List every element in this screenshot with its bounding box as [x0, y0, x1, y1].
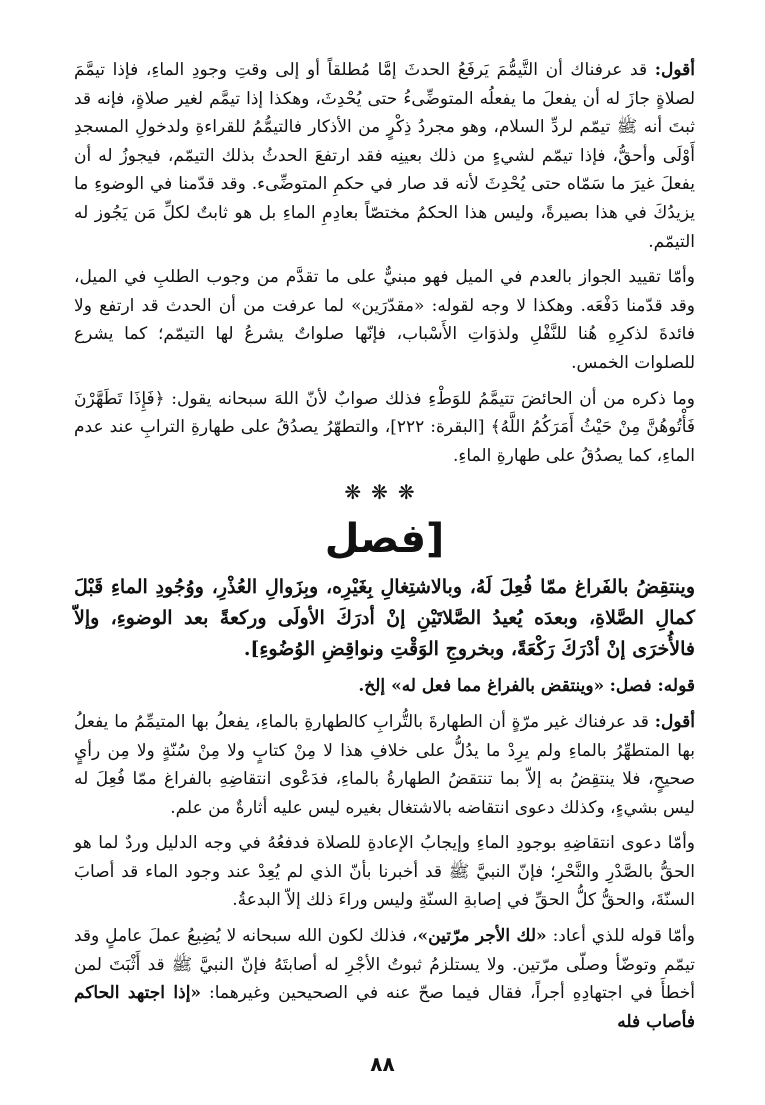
qawluh-line: [74, 672, 695, 701]
hadith-quote: «إذا اجتهد الحاكم فأصاب فله: [74, 983, 695, 1032]
matn-text: وينتقِضُ بالفَراغ ممّا فُعِلَ لَهُ، وبالاشتِغالِ بِغَيْرِه، وبِزَوالِ العُذْرِ، ووُجُودِ الماءِ قَبْلَ كمالِ الصَّلاةِ، وبعدَه يُعيدُ الصَّلاتَيْنِ إنْ أدرَكَ الأولَى وركعةً بعد الوضوءِ، وإلاّ فالأُخرَى إنْ أدْرَكَ رَكْعَةً، وبخروجِ الوَقْتِ ونواقِضِ الوُضُوءِ].: [74, 576, 695, 661]
qawluh-quote: «وينتقض بالفراغ مما فعل له» إلخ.: [358, 676, 605, 697]
section-separator: ❋❋❋: [344, 480, 425, 505]
paragraph-2: [74, 263, 695, 377]
paragraph-5: [74, 829, 695, 915]
paragraph-lead: أقول:: [654, 60, 696, 80]
paragraph-lead: أقول:: [654, 711, 695, 732]
hadith-quote: «لك الأجر مرّتين»: [417, 926, 547, 947]
paragraph-text: قد عرفناك أن التَّيمُّمَ يَرفَعُ الحدثَ إمَّا مُطلقاً أو إلى وقتِ وجودِ الماءِ، فإذا تيمَّمَ لصلاةٍ جازَ له أن يفعلَ ما يفعلُه المتوضِّىءُ حتى يُحْدِثَ، وهكذا إذا تيمَّم لغير صلاةٍ، فإنه قد ثبتَ أنه ﷺ تيمّم لردِّ السلام، وهو مجردُ ذِكْرٍ من الأذكار فالتيمُّمُ للقراءةِ ولدخولِ المسجدِ أَوْلَى وأحقُّ، فإذا تيمّم لشيءٍ من ذلك بعينِه فقد ارتفعَ الحدثُ بذلك التيمّم، فيجوزُ له أن يفعلَ غيرَ ما سَمّاه حتى يُحْدِثَ لأنه قد صار في حكمِ المتوضِّىء. وقد قدّمنا في الوضوءِ ما يزيدُكَ في هذا بصيرةً، وليس هذا الحكمُ مختصّاً بعادِمِ الماءِ بل هو ثابتٌ لكلِّ مَن يَجُوز له التيمّم.: [74, 60, 695, 252]
paragraph-text: وأمّا قوله للذي أعاد:: [546, 926, 695, 947]
page-number: ٨٨: [370, 1052, 395, 1076]
paragraph-text: وأمّا تقييد الجواز بالعدم في الميل فهو مبنيٌّ على ما تقدَّم من وجوب الطلبِ في الميل، وقد قدّمنا دَفْعَه. وهكذا لا وجه لقوله: «مقدّرَين» لما عرفت من أن الحدث قد ارتفع ولا فائدةَ لذكرِهِ هُنا للنَّفْلِ ولذوَاتِ الأَسْباب، فإنّها صلواتٌ يشرعُ لها التيمّم؛ كما يشرع للصلوات الخمس.: [74, 267, 695, 373]
section-heading: [فصل: [324, 516, 445, 563]
paragraph-aqul-2: [74, 708, 695, 822]
paragraph-text: وما ذكره من أن الحائضَ تتيمَّمُ للوَطْءِ فذلك صوابٌ لأنّ اللهَ سبحانه يقول: ﴿فَإِذَا تَطَهَّرْنَ فَأْتُوهُنَّ مِنْ حَيْثُ أَمَرَكُمُ اللَّهُ﴾ [البقرة: ٢٢٢]، والتطهّرُ يصدُقُ على طهارةِ الترابِ عند عدم الماءِ، كما يصدُقُ على طهارةِ الماءِ.: [74, 388, 696, 466]
paragraph-text: وأمّا دعوى انتقاضِهِ بوجودِ الماءِ وإيجابُ الإعادةِ للصلاة فدفعُهُ في وجه الدليل وردٌ لما هو الحقُّ بالصَّدْرِ والنَّحْرِ؛ فإنّ النبيَّ ﷺ قد أخبرنا بأنّ الذي لم يُعِدْ عند وجود الماء قد أصابَ السنّةَ، والحقُّ كلُّ الحقِّ في إصابةِ السنّةِ وليس وراءَ ذلك إلاّ البدعةُ.: [74, 833, 695, 911]
paragraph-3: [74, 385, 695, 471]
paragraph-text: ، فذلك لكون الله سبحانه لا يُضِيعُ عملَ عاملٍ وقد تيمّم وتوضّأ وصلّى مرّتين. ولا يستلزمُ ثبوتُ الأجْرِ له أصابتَهُ فإنّ النبيَّ ﷺ قد أَثْبَتَ لمن أخطأَ في اجتهادِهِ أجراً، فقال فيما صحّ عنه في الصحيحين وغيرهما:: [74, 926, 695, 1004]
qawluh-lead: قوله: فصل:: [609, 676, 695, 697]
paragraph-6: [74, 922, 695, 1036]
paragraph-aqul-1: [74, 56, 695, 256]
paragraph-text: قد عرفناك غير مرّةٍ أن الطهارةَ بالتُّرابِ كالطهارةِ بالماءِ، يفعلُ بها المتيمِّمُ ما يفعلُ بها المتطهِّرُ بالماءِ ولم يرِدْ ما يدُلُّ على خلافِ هذا لا مِنْ كتابٍ ولا مِنْ سُنّةٍ ولا مِن رأيٍ صحيحٍ، فلا ينتقِضُ به إلاّ بما تنتقضُ الطهارةُ بالماءِ، فدَعْوى انتقاضِهِ بالفراغ ممّا فُعِلَ له ليس بشيءٍ، وكذلك دعوى انتقاضه بالاشتغال بغيره ليس عليه أثارةٌ من علم.: [74, 711, 695, 818]
